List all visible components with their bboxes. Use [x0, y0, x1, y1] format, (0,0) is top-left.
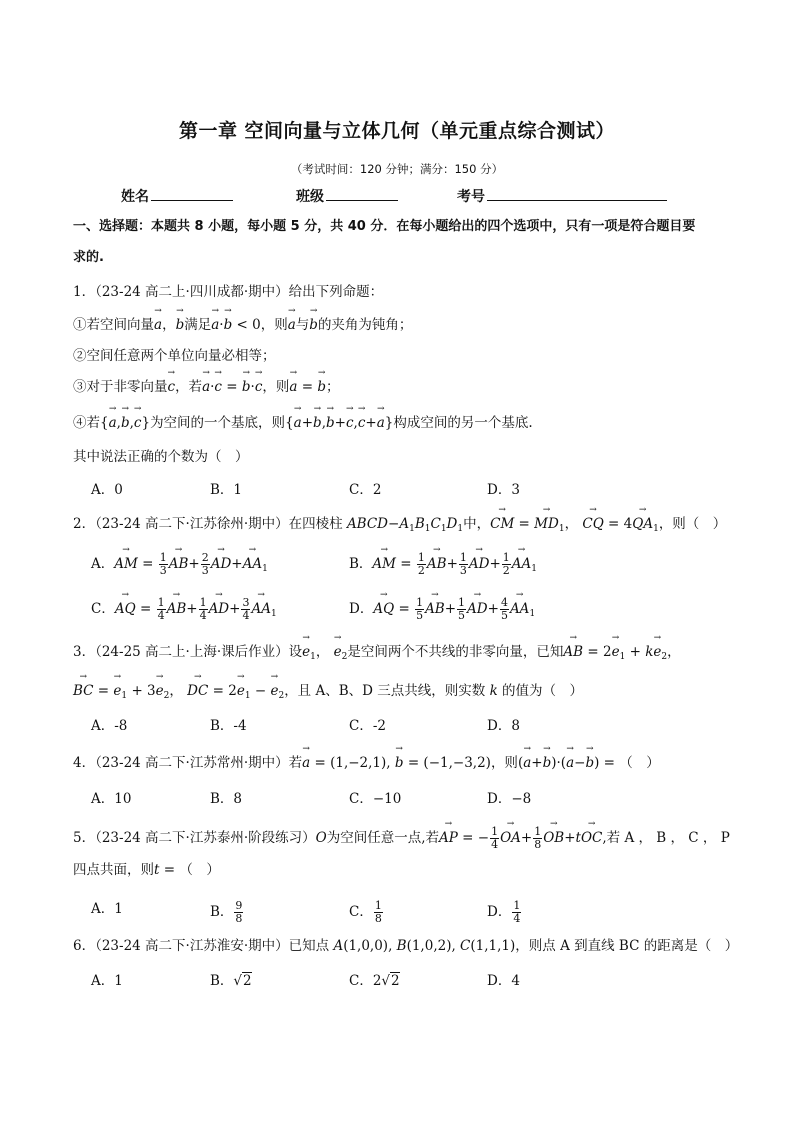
q4-option-a: A．10 [91, 791, 132, 807]
q5-stem: 5．（23-24 高二下·江苏泰州·阶段练习）O为空间任意一点,若→ AP = − $\frac{1}{4}$ → OA+ $\frac{1}{8}$ → OB+t→ OC,若 A ， B ， C ， P [73, 826, 730, 851]
class-field [296, 186, 398, 206]
q1-option-b: B．1 [210, 482, 243, 498]
q5-stem-cont: 四点共面，则t = （ ） [73, 862, 220, 878]
page-title: 第一章 空间向量与立体几何（单元重点综合测试） [178, 120, 616, 142]
q4-stem: 4．（23-24 高二下·江苏常州·期中）若→ a = (1,−2,1), → b = (−1,−3,2)，则(→ a+→ b)·(→ a−→ b) = （ ） [73, 754, 660, 772]
q1-option-a: A．0 [91, 482, 123, 498]
q4-option-d: D．−8 [487, 791, 532, 807]
name-blank [151, 186, 233, 201]
q2-option-b: B．→ AM = $\frac{1}{2}$ → AB+ $\frac{1}{3}$ → AD+ $\frac{1}{2}$ → $AA_1$ [349, 552, 537, 578]
q5-option-b: B． $\frac{9}{8}$ [210, 899, 243, 925]
q2-option-c: C．→ AQ = $\frac{1}{4}$ → AB+ $\frac{1}{4}$ → AD+ $\frac{3}{4}$ → $AA_1$ [91, 597, 277, 623]
name-label: 姓名 [121, 189, 149, 205]
q3-option-d: D．8 [487, 718, 520, 734]
q6-option-d: D．4 [487, 973, 520, 989]
name-field [121, 186, 233, 206]
q6-option-b: B．√2 [210, 973, 252, 989]
class-blank [326, 186, 398, 201]
q1-question: 其中说法正确的个数为（ ） [73, 449, 249, 465]
q5-option-a: A．1 [91, 901, 123, 917]
section1-heading-cont: 求的. [73, 250, 104, 265]
q5-option-c: C． $\frac{1}{8}$ [349, 899, 382, 925]
section1-heading: 一、选择题：本题共 8 小题，每小题 5 分，共 40 分．在每小题给出的四个选项中，只有一项是符合题目要 [73, 219, 696, 234]
q3-stem-cont: → BC = → $e_1 + 3\to e_2$， → DC = $2\to e_1$ − → $e_2$，且 A、B、D 三点共线，则实数 k 的值为（ ） [73, 682, 583, 705]
class-label: 班级 [296, 189, 324, 205]
q1-stem: 1．（23-24 高二上·四川成都·期中）给出下列命题： [73, 284, 384, 300]
q4-option-b: B．8 [210, 791, 243, 807]
q1-option-d: D．3 [487, 482, 520, 498]
q2-option-a: A．→ AM = $\frac{1}{3}$ → AB+ $\frac{2}{3}$ → $AD+\to AA_1$ [91, 552, 268, 578]
q1-prop1: ①若空间向量→ a，→ b满足→ a·→ b < 0，则→ a与→ b的夹角为钝角； [73, 316, 412, 334]
q6-option-a: A．1 [91, 973, 123, 989]
q6-stem: 6．（23-24 高二下·江苏淮安·期中）已知点 A(1,0,0), B(1,0,2), C(1,1,1)，则点 A 到直线 BC 的距离是（ ） [73, 938, 739, 954]
q1-prop3: ③对于非零向量→ c，若→ a·→ c = → b·→ c，则→ a = → b； [73, 378, 340, 396]
q3-stem: 3．（24-25 高二上·上海·课后作业）设→ $e_1$， → $e_2$是空间两个不共线的非零向量，已知→ AB = $2\to e_1 + k\to e_2$， [73, 643, 681, 666]
exam-no-field [457, 186, 667, 206]
exam-no-label: 考号 [457, 189, 485, 205]
q1-prop4: ④若{→ a,→ b,→ c}为空间的一个基底，则{→ a+→ b,→ b+→ c,→ c+→ a}构成空间的另一个基底. [73, 414, 533, 432]
q3-option-b: B．-4 [210, 718, 247, 734]
exam-time-note: （考试时间：120 分钟；满分：150 分） [290, 162, 504, 176]
q3-option-a: A．-8 [91, 718, 128, 734]
q4-option-c: C．−10 [349, 791, 402, 807]
q2-stem: 2．（23-24 高二下·江苏徐州·期中）在四棱柱 $ABCD-A_1B_1C_1D_1$中，→ CM = → $MD_1$， → CQ = $4\to QA_1$，则（ ） [73, 515, 726, 538]
q2-option-d: D．→ AQ = $\frac{1}{5}$ → AB+ $\frac{1}{5}$ → AD+ $\frac{4}{5}$ → $AA_1$ [349, 597, 535, 623]
exam-no-blank [487, 186, 667, 201]
q1-option-c: C．2 [349, 482, 382, 498]
q5-option-d: D． $\frac{1}{4}$ [487, 899, 521, 925]
q6-option-c: C．2√2 [349, 973, 400, 989]
q3-option-c: C．-2 [349, 718, 386, 734]
q1-prop2: ②空间任意两个单位向量必相等； [73, 348, 276, 364]
